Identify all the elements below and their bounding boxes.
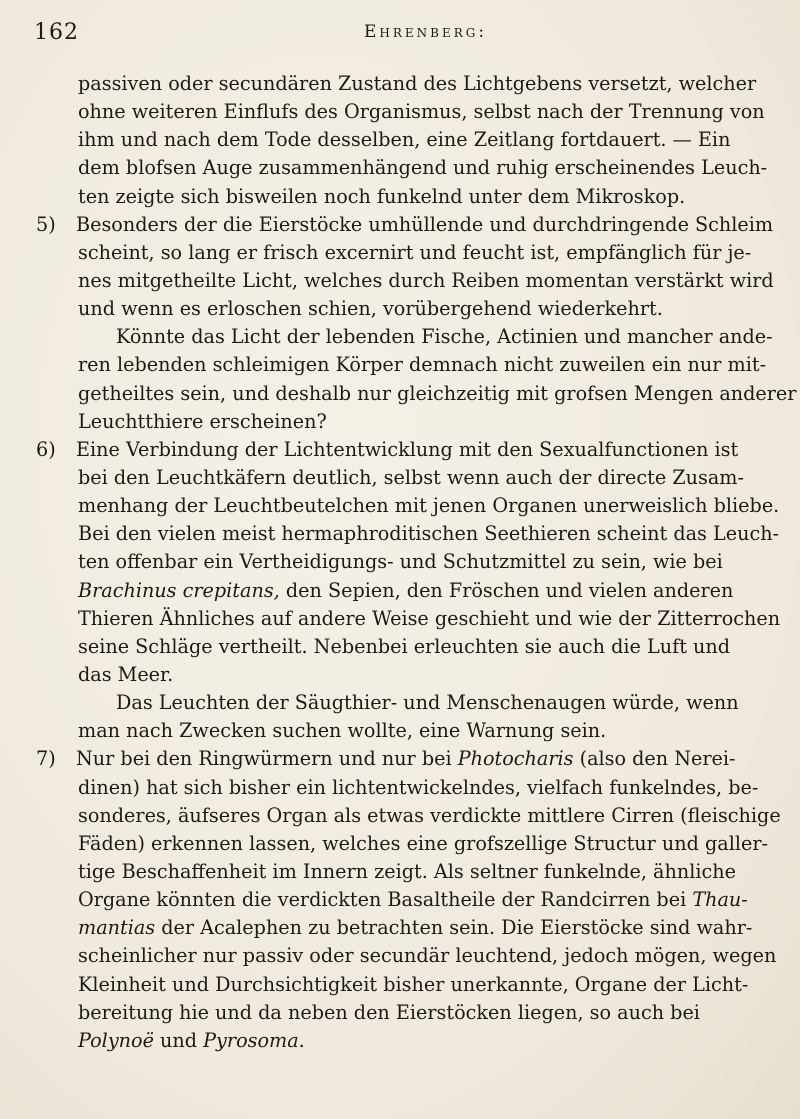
text-line: Kleinheit und Durchsichtigkeit bisher unerkannte, Organe der Licht- [78, 972, 749, 996]
body-text [36, 70, 797, 1055]
numbered-paragraph-start: 7) Nur bei den Ringwürmern und nur bei Photocharis (also den Nerei- [78, 745, 768, 773]
italic-taxon: mantias [78, 916, 156, 940]
text-line: Das Leuchten der Säugthier- und Menschenaugen würde, wenn [116, 691, 739, 715]
text-line: Polynoë und Pyrosoma. [78, 1028, 305, 1052]
text-line: ten zeigte sich bisweilen noch funkelnd unter dem Mikroskop. [78, 184, 686, 208]
text-line: passiven oder secundären Zustand des Lichtgebens versetzt, welcher [78, 72, 757, 95]
page-number: 162 [34, 20, 79, 45]
text-line: Fäden) erkennen lassen, welches eine grofszellige Structur und galler- [78, 831, 769, 855]
italic-taxon: Brachinus crepitans, [78, 578, 280, 602]
text-line: dem blofsen Auge zusammenhängend und ruhig erscheinendes Leuch- [78, 156, 768, 180]
text-line: getheiltes sein, und deshalb nur gleichzeitig mit grofsen Mengen anderer [78, 381, 797, 405]
text-line: ihm und nach dem Tode desselben, eine Zeitlang fortdauert. — Ein [78, 128, 731, 152]
text-line: dinen) hat sich bisher ein lichtentwickelndes, vielfach funkelndes, be- [78, 775, 759, 799]
text-line: bei den Leuchtkäfern deutlich, selbst wenn auch der directe Zusam- [78, 465, 744, 489]
text-line: das Meer. [78, 662, 174, 686]
text-line: Brachinus crepitans, den Sepien, den Fröschen und vielen anderen [78, 578, 734, 602]
text-line: scheinlicher nur passiv oder secundär leuchtend, jedoch mögen, wegen [78, 944, 777, 968]
text-line: sonderes, äufseres Organ als etwas verdickte mittlere Cirren (fleischige [78, 803, 781, 827]
text-line: Bei den vielen meist hermaphroditischen Seethieren scheint das Leuch- [78, 522, 780, 546]
text-line: ren lebenden schleimigen Körper demnach nicht zuweilen ein nur mit- [78, 353, 767, 377]
running-head: Ehrenberg: [364, 22, 488, 42]
italic-taxon: Thau- [692, 888, 748, 912]
text-line: ohne weiteren Einflufs des Organismus, selbst nach der Trennung von [78, 100, 765, 124]
italic-taxon: Pyrosoma [203, 1028, 299, 1052]
text-line: scheint, so lang er frisch excernirt und feucht ist, empfänglich für je- [78, 240, 752, 264]
text-line: ten offenbar ein Vertheidigungs- und Schutzmittel zu sein, wie bei [78, 550, 723, 574]
page-header [34, 20, 766, 50]
text-line: und wenn es erloschen schien, vorübergehend wiederkehrt. [78, 297, 663, 321]
text-line: mantias der Acalephen zu betrachten sein. Die Eierstöcke sind wahr- [78, 916, 753, 940]
numbered-paragraph-start: 6) Eine Verbindung der Lichtentwicklung mit den Sexualfunctionen ist [78, 436, 768, 464]
text-line: seine Schläge vertheilt. Nebenbei erleuchten sie auch die Luft und [78, 634, 731, 658]
italic-taxon: Polynoë [78, 1028, 154, 1052]
text-line: nes mitgetheilte Licht, welches durch Reiben momentan verstärkt wird [78, 268, 774, 292]
text-line: tige Beschaffenheit im Innern zeigt. Als seltner funkelnde, ähnliche [78, 859, 736, 883]
numbered-paragraph-start: 5) Besonders der die Eierstöcke umhüllende und durchdringende Schleim [78, 211, 768, 239]
text-line: Organe könnten die verdickten Basaltheile der Randcirren bei Thau- [78, 888, 748, 912]
text-line: man nach Zwecken suchen wollte, eine Warnung sein. [78, 719, 607, 743]
text-line: menhang der Leuchtbeutelchen mit jenen Organen unerweislich bliebe. [78, 494, 780, 518]
text-line: Könnte das Licht der lebenden Fische, Actinien und mancher ande- [116, 325, 773, 349]
text-line: Thieren Ähnliches auf andere Weise geschieht und wie der Zitterrochen [78, 606, 781, 630]
text-line: Leuchtthiere erscheinen? [78, 409, 327, 433]
text-line: bereitung hie und da neben den Eierstöcken liegen, so auch bei [78, 1000, 700, 1024]
paragraph-number: 7) [36, 747, 56, 771]
italic-taxon: Photocharis [457, 747, 574, 771]
paragraph-number: 5) [36, 212, 56, 236]
paragraph-number: 6) [36, 437, 56, 461]
